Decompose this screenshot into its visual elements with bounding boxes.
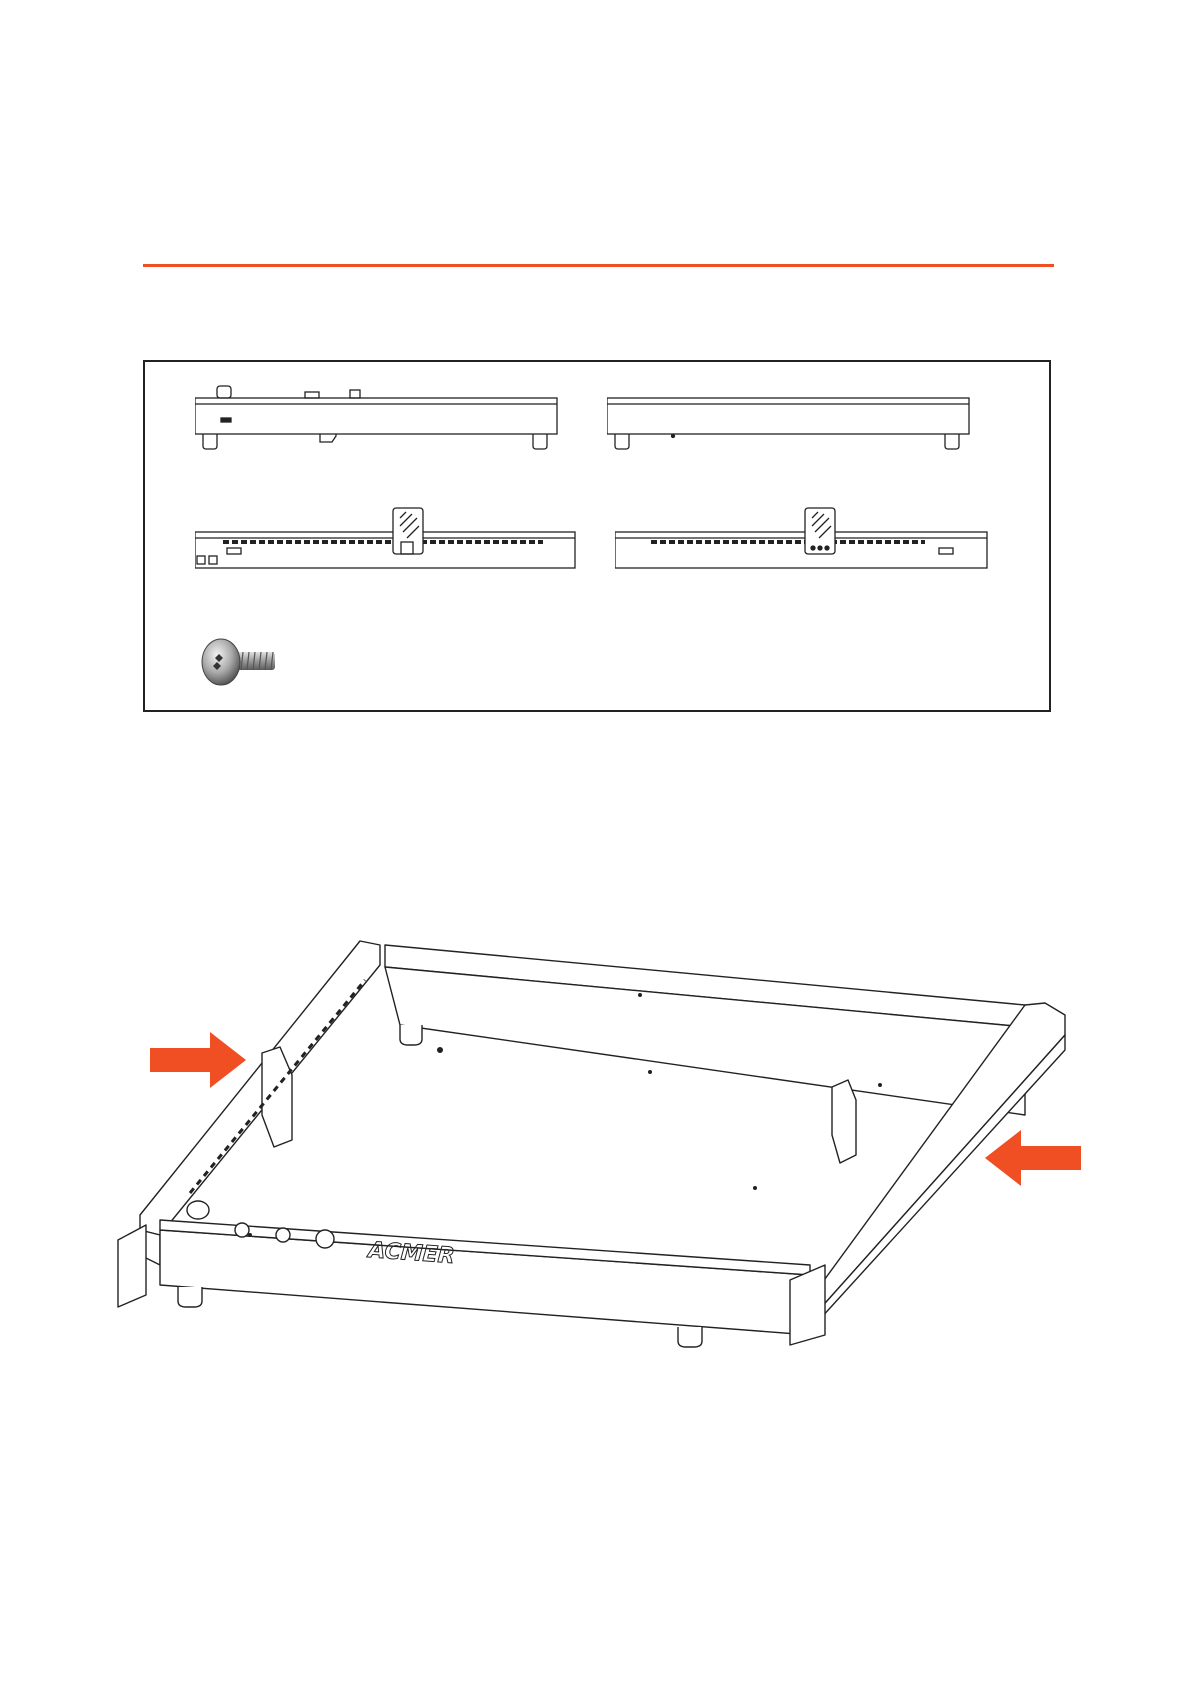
frame-assembly-icon [110,935,1110,1400]
rear-rail-icon [607,382,977,454]
section-divider [143,264,1054,267]
left-arrow-icon [150,1032,246,1088]
right-side-rail-icon [615,504,1000,574]
right-arrow-icon [985,1130,1081,1186]
front-rail-icon [195,382,565,454]
brand-logo: ACMER [367,1238,456,1270]
button-head-screw-icon [201,636,281,692]
left-side-rail-icon [195,504,580,574]
parts-list-box [143,360,1051,712]
